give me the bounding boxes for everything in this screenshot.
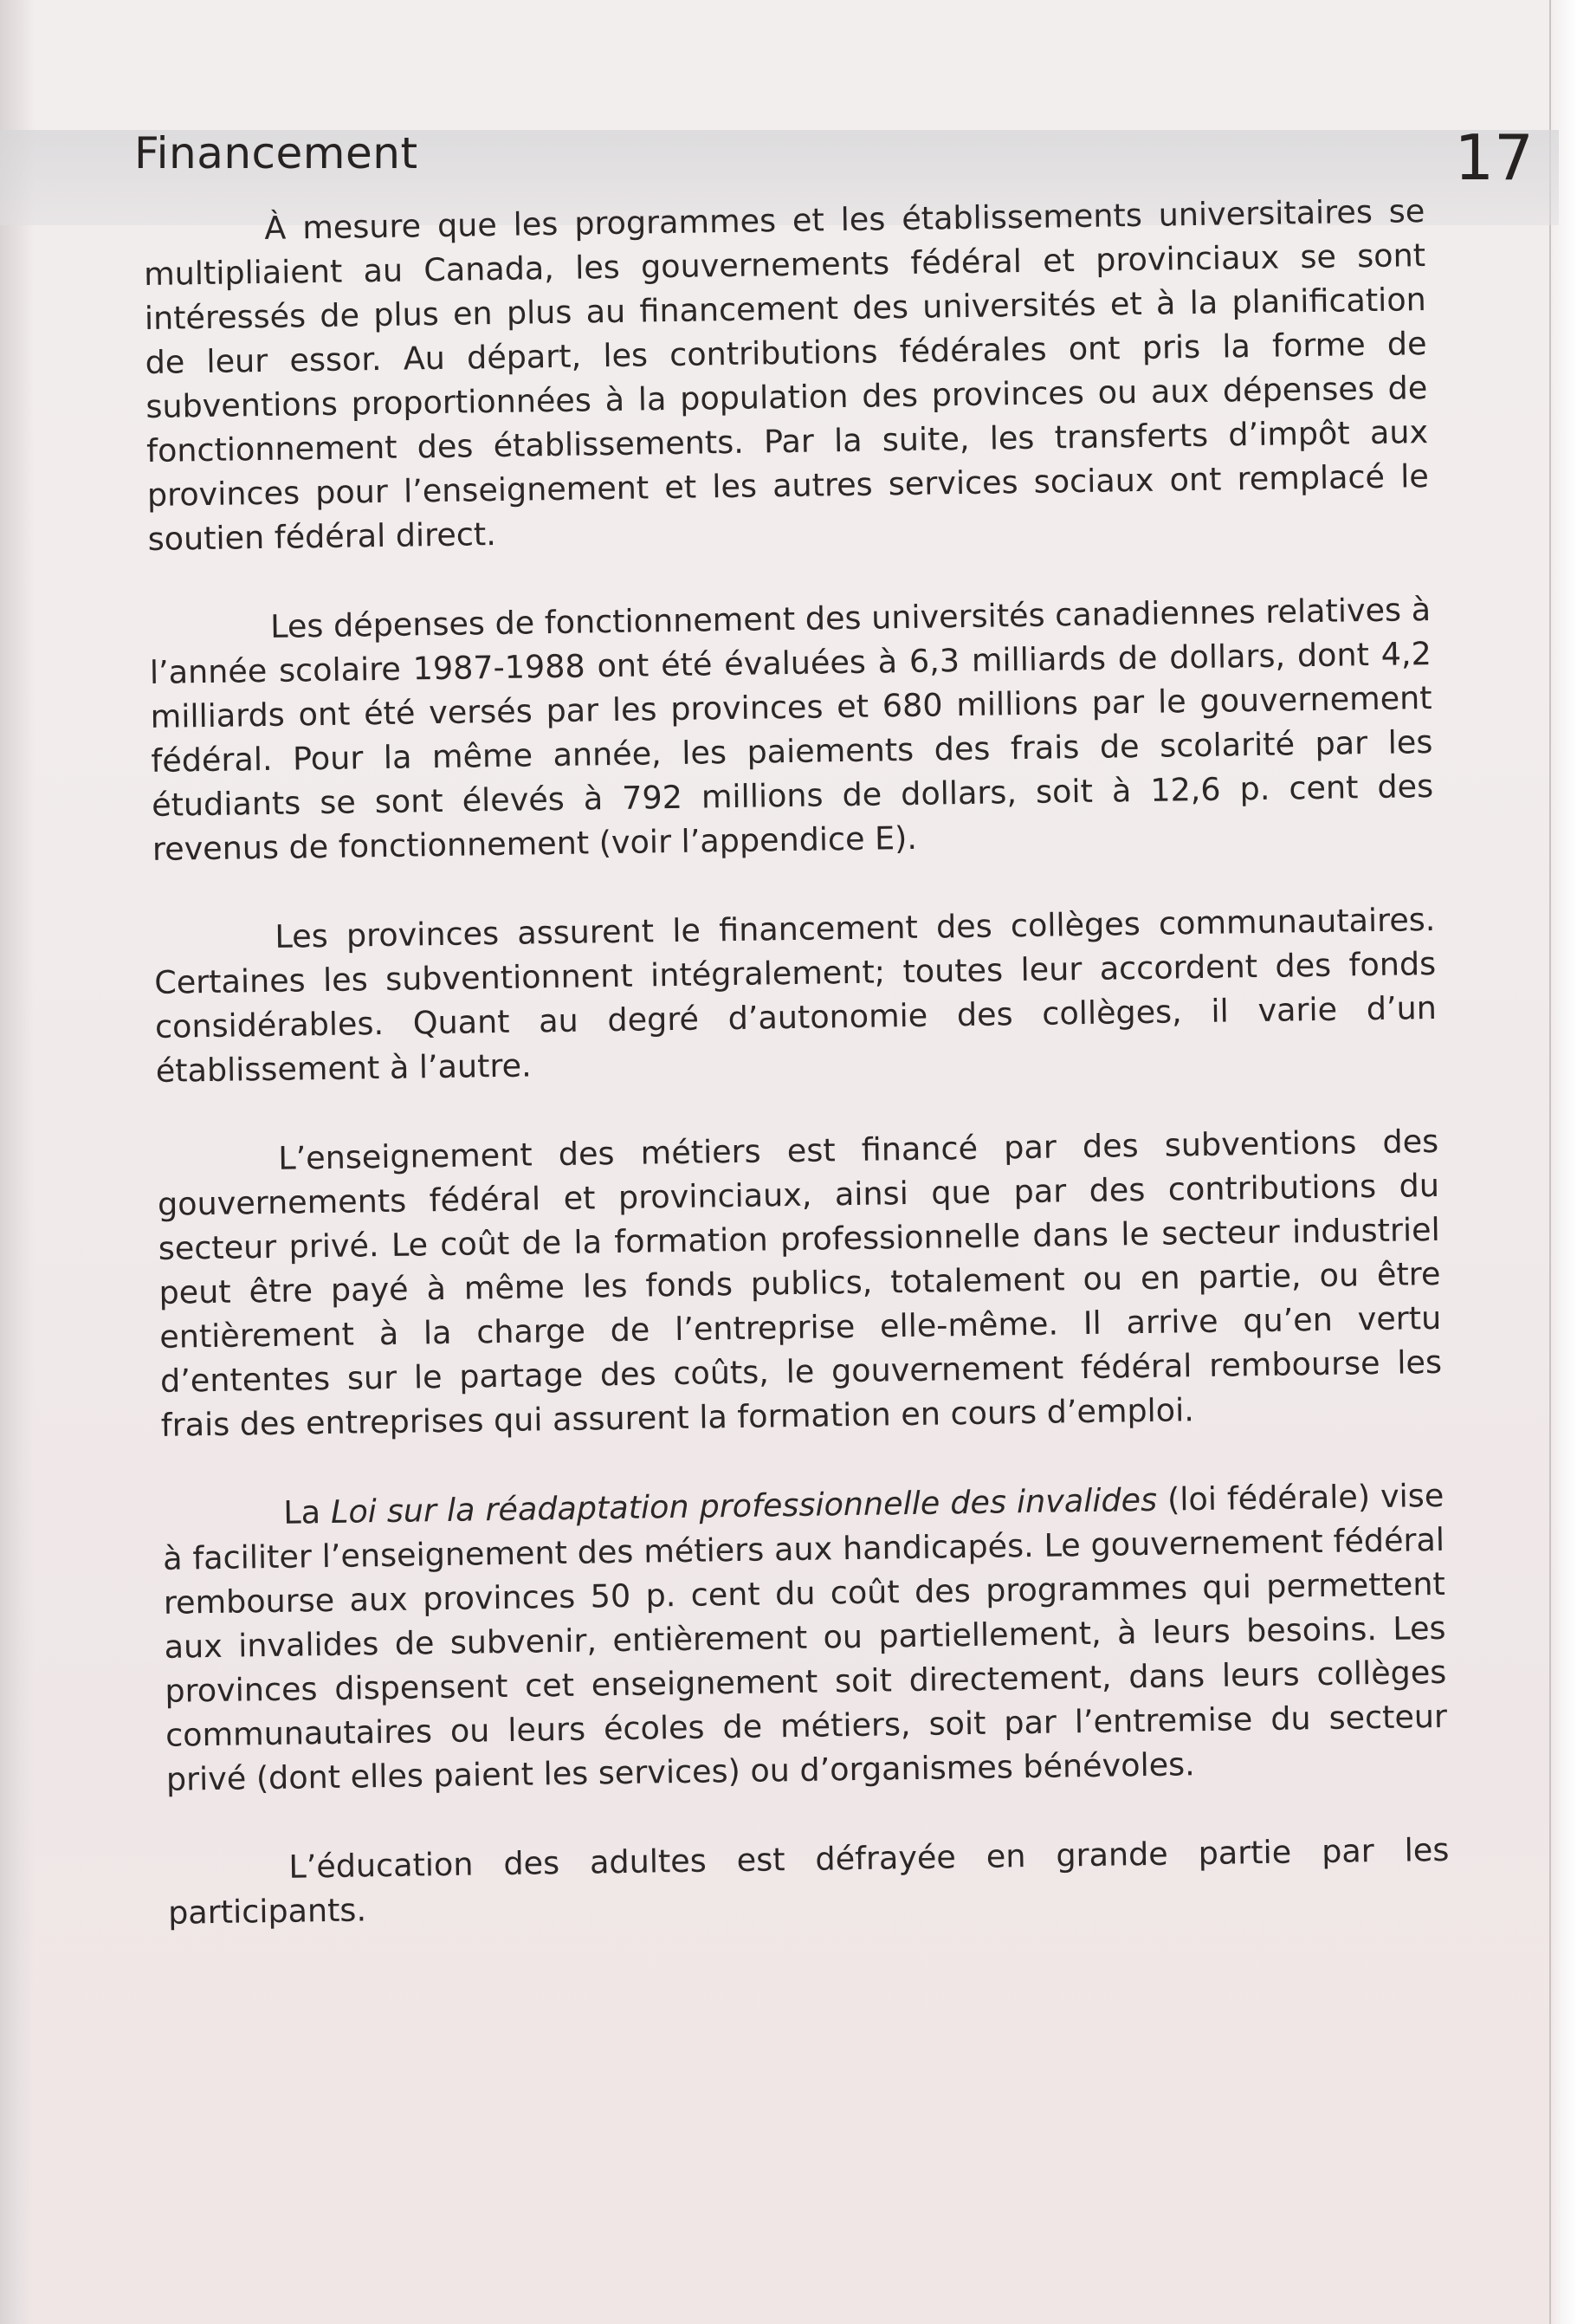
paragraph-operating-expenses: Les dépenses de fonctionnement des universités canadiennes relatives à l’année scolaire 1987-1988 ont été évaluées à 6,3 milliards de dollars, dont 4,2 milliards ont été versés par les provinces et 680 millions par le gouvernement fédéral. Pour la même année, les paiements des frais de scolarité par les étudiants se sont élevés à 792 millions de dollars, soit à 12,6 p. cent des revenus de fonctionnement (voir l’appendice E). (149, 590, 1434, 868)
paragraph-university-funding: À mesure que les programmes et les établissements universitaires se multipliaient au Canada, les gouvernements fédéral et provinciaux se sont intéressés de plus en plus au financement des universités et à la planification de leur essor. Au départ, les contributions fédérales ont pris la forme de subventions proportionnées à la population des provinces ou aux dépenses de fonctionnement des établissements. Par la suite, les transferts d’impôt aux provinces pour l’enseignement et les autres services sociaux ont remplacé le soutien fédéral direct. (143, 192, 1430, 558)
page-right-edge (1549, 0, 1577, 2324)
law-title: Loi sur la réadaptation professionnelle des invalides (330, 1480, 1158, 1531)
paragraph-lead: La (283, 1492, 332, 1531)
paragraph-adult-education: L’éducation des adultes est défrayée en grande partie par les participants. (167, 1830, 1450, 1932)
body-text (143, 189, 1451, 1980)
section-title: Financement (134, 128, 418, 178)
paragraph-community-colleges: Les provinces assurent le financement des collèges communautaires. Certaines les subventionnent intégralement; toutes leur accordent des fonds considérables. Quant au degré d’autonomie des collèges, il varie d’un établissement à l’autre. (153, 900, 1438, 1090)
page-left-edge-shadow (0, 0, 35, 2324)
paragraph-rest: (loi fédérale) vise à faciliter l’enseignement des métiers aux handicapés. Le gouvernement fédéral rembourse aux provinces 50 p. cent du coût des programmes qui permettent aux invalides de subvenir, entièrement ou partiellement, à leurs besoins. Les provinces dispensent cet enseignement soit directement, dans leurs collèges communautaires ou leurs écoles de métiers, soit par l’entremise du secteur privé (dont elles paient les services) ou d’organismes bénévoles. (162, 1476, 1448, 1798)
paragraph-trades-training: L’enseignement des métiers est financé par des subventions des gouvernements fédéral et provinciaux, ainsi que par des contributions du secteur privé. Le coût de la formation professionnelle dans le secteur industriel peut être payé à même les fonds publics, totalement ou en partie, ou être entièrement à la charge de l’entreprise elle-même. Il arrive qu’en vertu d’ententes sur le partage des coûts, le gouvernement fédéral rembourse les frais des entreprises qui assurent la formation en cours d’emploi. (157, 1122, 1443, 1444)
paragraph-rehabilitation-act (162, 1473, 1448, 1802)
page-number: 17 (1454, 121, 1534, 194)
